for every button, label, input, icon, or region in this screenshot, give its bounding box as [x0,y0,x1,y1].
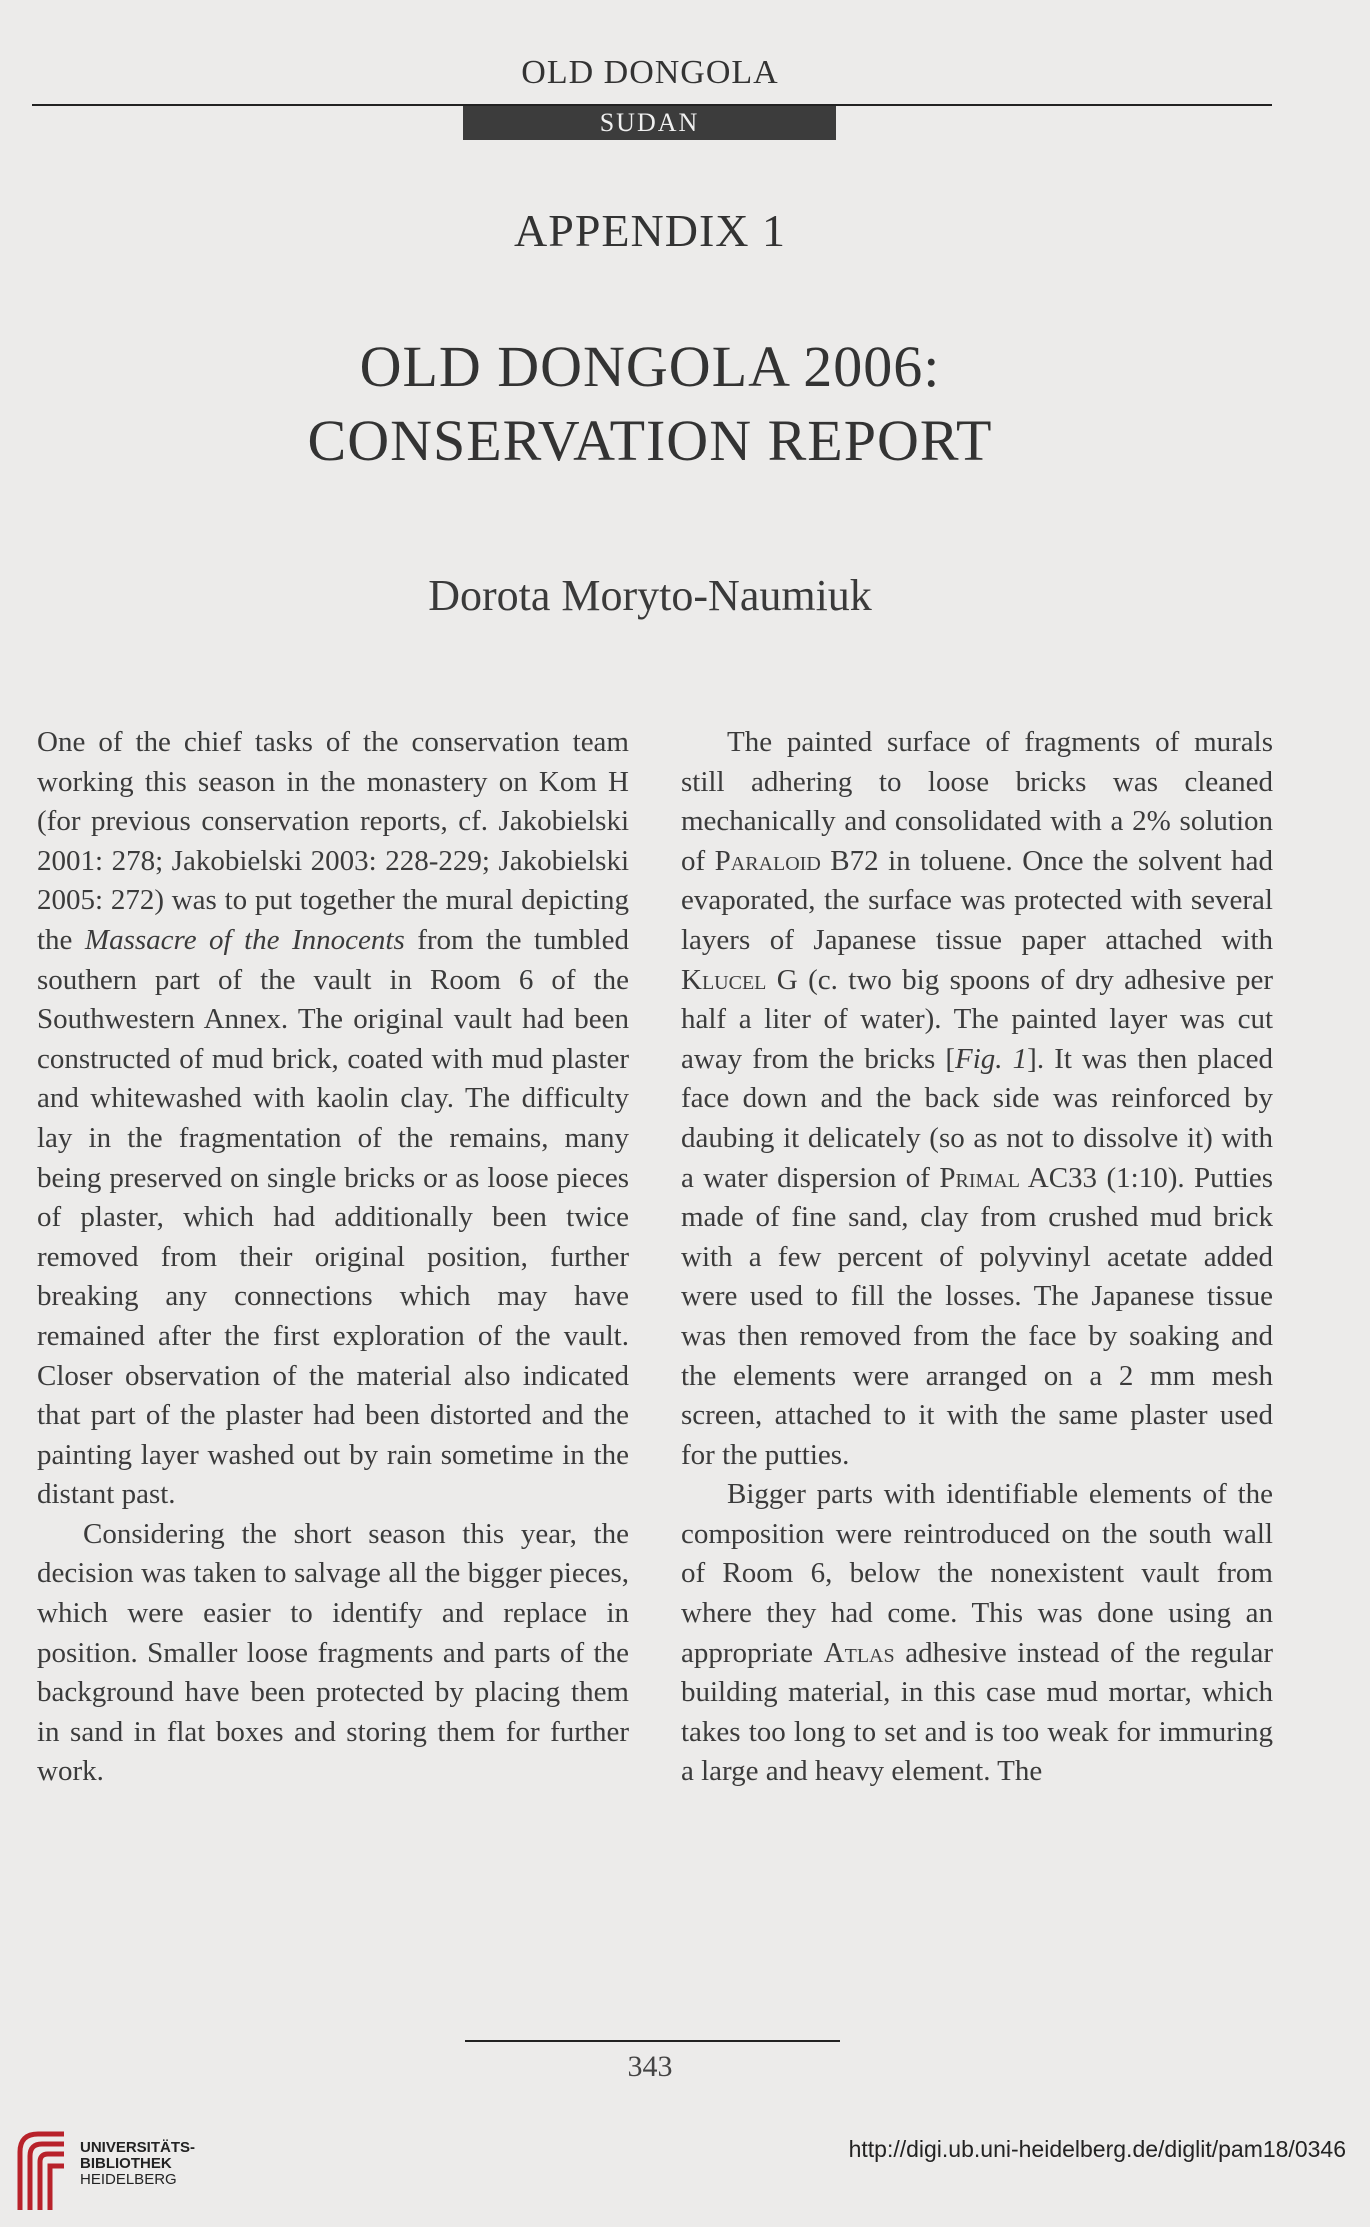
section-label: SUDAN [463,106,836,140]
artwork-title: Massacre of the Innocents [84,923,405,956]
footer-rule [465,2040,840,2042]
figure-reference: Fig. 1 [955,1042,1028,1075]
title-line-1: OLD DONGOLA 2006: [359,334,941,399]
product-name: Paraloid [714,844,821,877]
right-column [681,723,1273,1792]
paragraph: Considering the short season this year, the decision was taken to salvage all the bigger pieces, which were easier to identify and replace in position. Smaller loose fragments and parts of the background have been protected by placing them in sand in flat boxes and storing them for further work. [37,1517,629,1788]
heidelberg-library-logo-icon [12,2122,72,2214]
left-column [37,723,629,1792]
product-name: Atlas [823,1636,895,1669]
product-name: Primal [939,1161,1020,1194]
title-line-2: CONSERVATION REPORT [307,408,993,473]
page-number: 343 [627,2050,673,2083]
source-url-link[interactable]: http://digi.ub.uni-heidelberg.de/diglit/pam18/0346 [848,2136,1346,2162]
paragraph: Bigger parts with identifiable elements of the composition were reintroduced on the south wall of Room 6, below the nonexistent vault from where they had come. This was done using an appropriate Atlas adhesive instead of the regular building material, in this case mud mortar, which takes too long to set and is too weak for immuring a large and heavy element. The [681,1478,1273,1788]
product-name: Klucel [681,963,767,996]
author-name: Dorota Moryto-Naumiuk [428,571,872,620]
running-head: OLD DONGOLA [521,54,779,91]
article-title [0,330,1300,478]
paragraph: One of the chief tasks of the conservation team working this season in the monastery on Kom H (for previous conservation reports, cf. Jakobielski 2001: 278; Jakobielski 2003: 228-229; Jakobielski 2005: 272) was to put together the mural depicting the Massacre of the Innocents from the tumbled southern part of the vault in Room 6 of the Southwestern Annex. The original vault had been constructed of mud brick, coated with mud plaster and whitewashed with kaolin clay. The difficulty lay in the fragmentation of the remains, many being preserved on single bricks or as loose pieces of plaster, which had additionally been twice removed from their original position, further breaking any connections which may have remained after the first exploration of the vault. Closer observation of the material also indicated that part of the plaster had been distorted and the painting layer washed out by rain sometime in the distant past. [37,726,629,1511]
library-name: UNIVERSITÄTS- BIBLIOTHEK HEIDELBERG [80,2139,196,2188]
appendix-heading: APPENDIX 1 [514,205,786,256]
paragraph: The painted surface of fragments of murals still adhering to loose bricks was cleaned mechanically and consolidated with a 2% solution of Paraloid B72 in toluene. Once the solvent had evaporated, the surface was protected with several layers of Japanese tissue paper attached with Klucel G (c. two big spoons of dry adhesive per half a liter of water). The painted layer was cut away from the bricks [Fig. 1]. It was then placed face down and the back side was reinforced by daubing it delicately (so as not to dissolve it) with a water dispersion of Primal AC33 (1:10). Putties made of fine sand, clay from crushed mud brick with a few percent of polyvinyl acetate added were used to fill the losses. The Japanese tissue was then removed from the face by soaking and the elements were arranged on a 2 mm mesh screen, attached to it with the same plaster used for the putties. [681,726,1273,1471]
